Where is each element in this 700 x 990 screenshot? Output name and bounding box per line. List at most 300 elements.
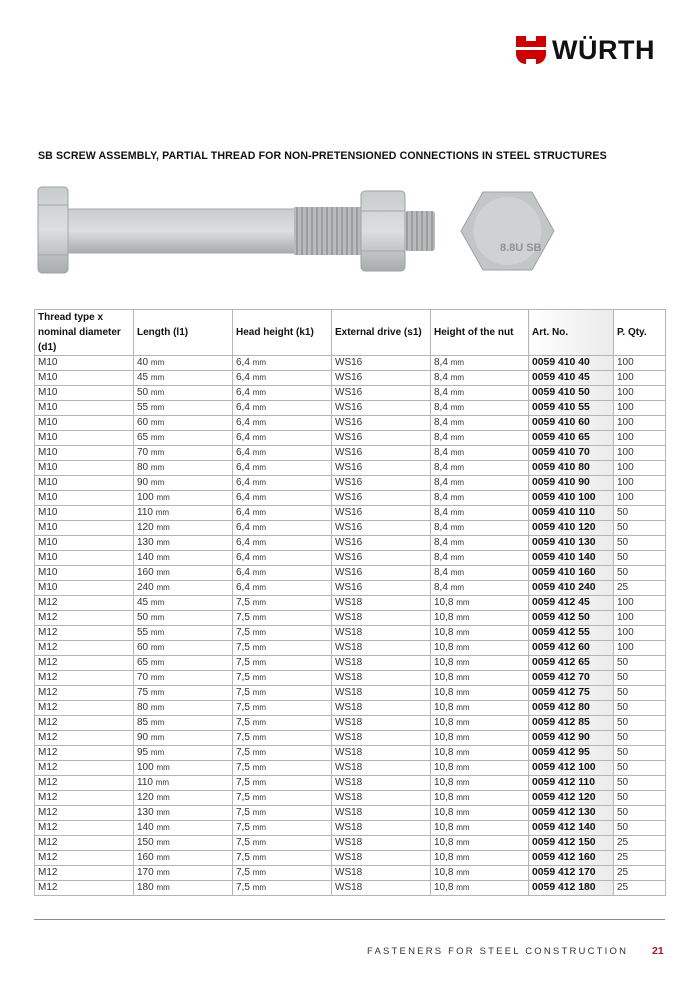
cell-p-qty: 25 [614,581,666,596]
cell-value: 10,8 [434,657,454,668]
cell-p-qty: 50 [614,671,666,686]
cell-head-height [233,491,332,506]
cell-value: 70 [137,672,149,683]
cell-unit: mm [252,628,267,637]
cell-length [134,521,233,536]
cell-unit: mm [252,358,267,367]
table-row [35,596,666,611]
table-row [35,806,666,821]
cell-unit: mm [450,568,465,577]
cell-art-no: 0059 410 160 [529,566,614,581]
cell-external-drive: WS18 [332,821,431,836]
cell-thread: M10 [35,566,134,581]
header-art-no: Art. No. [529,310,614,356]
cell-unit: mm [150,463,165,472]
cell-unit: mm [252,853,267,862]
table-row [35,521,666,536]
cell-head-height [233,731,332,746]
table-row [35,731,666,746]
cell-value: 7,5 [236,807,250,818]
cell-art-no: 0059 412 55 [529,626,614,641]
cell-unit: mm [155,778,170,787]
table-row [35,686,666,701]
cell-unit: mm [150,673,165,682]
cell-art-no: 0059 410 55 [529,401,614,416]
cell-nut-height [431,836,529,851]
cell-value: 7,5 [236,747,250,758]
cell-value: 130 [137,537,154,548]
cell-length [134,626,233,641]
cell-p-qty: 100 [614,461,666,476]
cell-length [134,671,233,686]
cell-value: 10,8 [434,837,454,848]
cell-value: 130 [137,807,154,818]
cell-art-no: 0059 410 110 [529,506,614,521]
cell-unit: mm [252,433,267,442]
cell-thread: M10 [35,431,134,446]
table-row [35,866,666,881]
table-row [35,536,666,551]
table-row [35,821,666,836]
cell-value: 8,4 [434,537,448,548]
cell-art-no: 0059 410 240 [529,581,614,596]
cell-art-no: 0059 412 95 [529,746,614,761]
cell-value: 7,5 [236,597,250,608]
cell-head-height [233,671,332,686]
cell-value: 10,8 [434,702,454,713]
cell-unit: mm [252,793,267,802]
cell-p-qty: 100 [614,641,666,656]
cell-unit: mm [252,703,267,712]
cell-value: 170 [137,867,154,878]
cell-nut-height [431,521,529,536]
cell-value: 45 [137,372,149,383]
cell-unit: mm [456,763,470,772]
cell-art-no: 0059 410 65 [529,431,614,446]
footer-section-title: FASTENERS FOR STEEL CONSTRUCTION [367,946,629,957]
cell-art-no: 0059 412 65 [529,656,614,671]
table-row [35,851,666,866]
cell-value: 65 [137,657,149,668]
cell-external-drive: WS18 [332,686,431,701]
cell-nut-height [431,746,529,761]
cell-head-height [233,566,332,581]
cell-external-drive: WS16 [332,491,431,506]
cell-unit: mm [252,538,267,547]
cell-unit: mm [156,853,170,862]
cell-nut-height [431,416,529,431]
cell-length [134,551,233,566]
cell-value: 180 [137,882,154,893]
wurth-logo-mark-icon [516,36,546,64]
cell-thread: M10 [35,446,134,461]
cell-value: 6,4 [236,507,250,518]
cell-art-no: 0059 410 140 [529,551,614,566]
cell-unit: mm [150,388,165,397]
cell-p-qty: 100 [614,491,666,506]
cell-value: 50 [137,612,149,623]
cell-value: 10,8 [434,822,454,833]
cell-thread: M12 [35,596,134,611]
cell-head-height [233,581,332,596]
cell-value: 150 [137,837,154,848]
cell-value: 10,8 [434,717,454,728]
cell-nut-height [431,491,529,506]
cell-value: 160 [137,852,154,863]
cell-unit: mm [150,403,165,412]
cell-value: 120 [137,522,154,533]
cell-unit: mm [456,838,470,847]
cell-value: 10,8 [434,747,454,758]
cell-unit: mm [252,373,267,382]
cell-value: 7,5 [236,612,250,623]
cell-external-drive: WS16 [332,521,431,536]
table-row [35,461,666,476]
cell-value: 80 [137,702,149,713]
cell-value: 8,4 [434,567,448,578]
cell-unit: mm [252,718,267,727]
cell-unit: mm [456,778,470,787]
cell-length [134,821,233,836]
cell-value: 60 [137,642,149,653]
cell-art-no: 0059 412 160 [529,851,614,866]
cell-head-height [233,506,332,521]
cell-p-qty: 100 [614,401,666,416]
cell-value: 45 [137,597,149,608]
cell-art-no: 0059 412 170 [529,866,614,881]
cell-nut-height [431,656,529,671]
cell-thread: M12 [35,641,134,656]
cell-length [134,866,233,881]
cell-unit: mm [155,508,170,517]
cell-unit: mm [450,388,465,397]
cell-unit: mm [252,478,267,487]
cell-external-drive: WS16 [332,386,431,401]
cell-unit: mm [450,553,465,562]
cell-thread: M12 [35,791,134,806]
cell-art-no: 0059 410 60 [529,416,614,431]
cell-value: 7,5 [236,792,250,803]
cell-length [134,536,233,551]
cell-external-drive: WS18 [332,746,431,761]
cell-thread: M12 [35,671,134,686]
cell-nut-height [431,356,529,371]
cell-art-no: 0059 410 130 [529,536,614,551]
cell-unit: mm [150,643,165,652]
cell-thread: M10 [35,551,134,566]
cell-value: 10,8 [434,687,454,698]
cell-unit: mm [252,778,267,787]
cell-head-height [233,416,332,431]
cell-nut-height [431,506,529,521]
cell-value: 140 [137,822,154,833]
cell-nut-height [431,461,529,476]
cell-p-qty: 50 [614,536,666,551]
cell-art-no: 0059 412 150 [529,836,614,851]
cell-art-no: 0059 412 140 [529,821,614,836]
cell-head-height [233,626,332,641]
cell-length [134,416,233,431]
cell-length [134,491,233,506]
cell-nut-height [431,821,529,836]
cell-unit: mm [150,688,165,697]
cell-external-drive: WS18 [332,641,431,656]
table-row [35,401,666,416]
cell-head-height [233,461,332,476]
cell-art-no: 0059 412 110 [529,776,614,791]
cell-thread: M12 [35,746,134,761]
cell-art-no: 0059 412 75 [529,686,614,701]
cell-p-qty: 50 [614,776,666,791]
cell-unit: mm [156,583,170,592]
page-number: 21 [652,945,664,957]
table-row [35,656,666,671]
cell-p-qty: 50 [614,761,666,776]
cell-value: 8,4 [434,357,448,368]
cell-length [134,791,233,806]
cell-unit: mm [150,733,165,742]
cell-unit: mm [450,418,465,427]
cell-external-drive: WS16 [332,506,431,521]
cell-nut-height [431,731,529,746]
cell-nut-height [431,581,529,596]
cell-length [134,641,233,656]
cell-unit: mm [456,793,470,802]
table-row [35,746,666,761]
cell-head-height [233,356,332,371]
cell-unit: mm [252,448,267,457]
cell-head-height [233,401,332,416]
cell-external-drive: WS18 [332,851,431,866]
cell-thread: M10 [35,506,134,521]
cell-thread: M10 [35,461,134,476]
cell-head-height [233,866,332,881]
cell-value: 7,5 [236,627,250,638]
cell-external-drive: WS16 [332,476,431,491]
cell-value: 6,4 [236,477,250,488]
cell-p-qty: 100 [614,386,666,401]
cell-unit: mm [252,553,267,562]
table-row [35,611,666,626]
cell-value: 70 [137,447,149,458]
cell-p-qty: 50 [614,506,666,521]
cell-unit: mm [456,808,470,817]
cell-value: 10,8 [434,792,454,803]
footer-divider [34,919,665,920]
cell-unit: mm [156,523,170,532]
table-row [35,491,666,506]
cell-unit: mm [252,583,267,592]
cell-value: 10,8 [434,642,454,653]
cell-value: 240 [137,582,154,593]
cell-nut-height [431,716,529,731]
cell-head-height [233,821,332,836]
table-row [35,356,666,371]
cell-external-drive: WS16 [332,536,431,551]
cell-unit: mm [252,823,267,832]
cell-external-drive: WS18 [332,881,431,896]
cell-length [134,776,233,791]
cell-unit: mm [456,628,470,637]
cell-value: 8,4 [434,447,448,458]
cell-value: 50 [137,387,149,398]
cell-value: 10,8 [434,867,454,878]
table-row [35,431,666,446]
cell-thread: M12 [35,686,134,701]
cell-head-height [233,446,332,461]
cell-p-qty: 50 [614,521,666,536]
cell-art-no: 0059 410 50 [529,386,614,401]
cell-external-drive: WS16 [332,446,431,461]
cell-p-qty: 50 [614,686,666,701]
table-row [35,506,666,521]
cell-p-qty: 100 [614,356,666,371]
cell-value: 10,8 [434,672,454,683]
cell-thread: M12 [35,806,134,821]
header-thread: Thread type x nominal diameter (d1) [35,310,134,356]
cell-thread: M10 [35,491,134,506]
cell-thread: M12 [35,731,134,746]
cell-nut-height [431,776,529,791]
cell-nut-height [431,611,529,626]
cell-nut-height [431,626,529,641]
cell-external-drive: WS18 [332,866,431,881]
brand-name: WÜRTH [552,34,655,65]
cell-head-height [233,371,332,386]
cell-value: 6,4 [236,402,250,413]
cell-unit: mm [252,748,267,757]
cell-length [134,371,233,386]
cell-art-no: 0059 412 45 [529,596,614,611]
cell-head-height [233,806,332,821]
cell-unit: mm [252,868,267,877]
cell-p-qty: 50 [614,701,666,716]
table-row [35,446,666,461]
cell-head-height [233,536,332,551]
cell-p-qty: 100 [614,626,666,641]
table-header-row [35,310,666,356]
cell-art-no: 0059 410 70 [529,446,614,461]
cell-p-qty: 25 [614,866,666,881]
cell-unit: mm [456,673,470,682]
cell-external-drive: WS18 [332,731,431,746]
cell-value: 8,4 [434,402,448,413]
cell-art-no: 0059 410 90 [529,476,614,491]
cell-unit: mm [252,658,267,667]
cell-unit: mm [150,598,165,607]
cell-unit: mm [156,553,170,562]
cell-length [134,476,233,491]
cell-unit: mm [450,448,465,457]
cell-value: 6,4 [236,432,250,443]
cell-head-height [233,716,332,731]
cell-unit: mm [156,793,170,802]
cell-thread: M10 [35,476,134,491]
cell-value: 85 [137,717,149,728]
cell-nut-height [431,686,529,701]
cell-external-drive: WS18 [332,701,431,716]
cell-external-drive: WS18 [332,656,431,671]
cell-length [134,461,233,476]
cell-unit: mm [156,538,170,547]
cell-value: 80 [137,462,149,473]
cell-value: 6,4 [236,387,250,398]
cell-value: 6,4 [236,522,250,533]
cell-art-no: 0059 412 180 [529,881,614,896]
cell-value: 120 [137,792,154,803]
cell-unit: mm [252,523,267,532]
cell-unit: mm [156,868,170,877]
cell-unit: mm [450,478,465,487]
cell-nut-height [431,596,529,611]
cell-value: 10,8 [434,597,454,608]
cell-p-qty: 50 [614,821,666,836]
cell-unit: mm [252,493,267,502]
cell-length [134,746,233,761]
header-external-drive: External drive (s1) [332,310,431,356]
cell-nut-height [431,851,529,866]
cell-length [134,851,233,866]
cell-nut-height [431,371,529,386]
cell-external-drive: WS18 [332,611,431,626]
cell-unit: mm [450,433,465,442]
cell-external-drive: WS16 [332,371,431,386]
table-row [35,671,666,686]
table-row [35,641,666,656]
cell-length [134,431,233,446]
cell-length [134,836,233,851]
cell-value: 6,4 [236,417,250,428]
cell-thread: M12 [35,881,134,896]
cell-thread: M10 [35,386,134,401]
cell-external-drive: WS18 [332,776,431,791]
cell-thread: M10 [35,416,134,431]
cell-value: 6,4 [236,552,250,563]
cell-value: 65 [137,432,149,443]
cell-head-height [233,686,332,701]
table-row [35,761,666,776]
cell-nut-height [431,641,529,656]
cell-p-qty: 100 [614,611,666,626]
table-row [35,776,666,791]
cell-thread: M12 [35,866,134,881]
cell-thread: M12 [35,821,134,836]
cell-thread: M12 [35,761,134,776]
cell-art-no: 0059 412 90 [529,731,614,746]
cell-value: 10,8 [434,612,454,623]
cell-thread: M12 [35,716,134,731]
cell-thread: M10 [35,536,134,551]
cell-unit: mm [252,808,267,817]
cell-p-qty: 25 [614,881,666,896]
cell-art-no: 0059 410 45 [529,371,614,386]
cell-thread: M12 [35,611,134,626]
cell-length [134,386,233,401]
header-head-height: Head height (k1) [233,310,332,356]
cell-head-height [233,836,332,851]
cell-external-drive: WS18 [332,671,431,686]
cell-value: 8,4 [434,522,448,533]
cell-art-no: 0059 412 70 [529,671,614,686]
cell-value: 8,4 [434,372,448,383]
cell-external-drive: WS18 [332,626,431,641]
cell-length [134,611,233,626]
table-row [35,566,666,581]
cell-unit: mm [252,568,267,577]
cell-value: 6,4 [236,447,250,458]
cell-unit: mm [456,658,470,667]
cell-value: 10,8 [434,777,454,788]
